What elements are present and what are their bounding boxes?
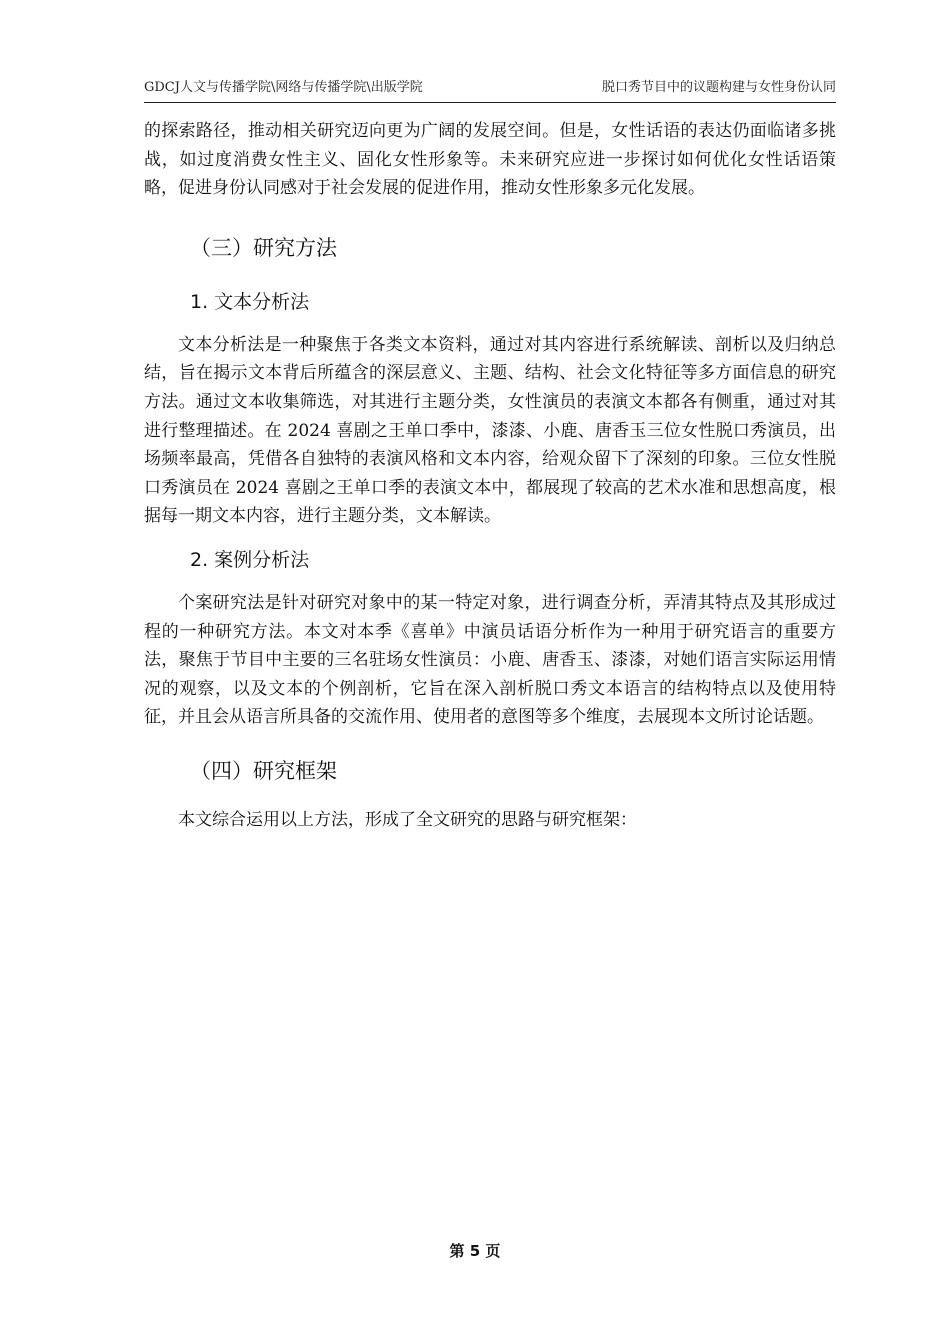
method-2-paragraph: 个案研究法是针对研究对象中的某一特定对象，进行调查分析，弄清其特点及其形成过程的一种研究方法。本文对本季《喜单》中演员话语分析作为一种用于研究语言的重要方法，聚焦于节目中主要的三名驻场女性演员：小鹿、唐香玉、漆漆，对她们语言实际运用情况的观察，以及文本的个例剖析，它旨在深入剖析脱口秀文本语言的结构特点以及使用特征，并且会从语言所具备的交流作用、使用者的意图等多个维度，去展现本文所讨论话题。	[144, 592, 836, 728]
header-institution: GDCJ人文与传播学院\网络与传播学院\出版学院	[144, 80, 423, 95]
section-4-heading: （四）研究框架	[190, 758, 337, 783]
method-1-heading: 1. 文本分析法	[190, 290, 310, 313]
page-body	[144, 117, 836, 835]
section-3-heading: （三）研究方法	[190, 235, 337, 260]
page-header	[144, 78, 836, 103]
header-paper-title: 脱口秀节目中的议题构建与女性身份认同	[601, 80, 836, 95]
method-1-paragraph: 文本分析法是一种聚焦于各类文本资料，通过对其内容进行系统解读、剖析以及归纳总结，旨在揭示文本背后所蕴含的深层意义、主题、结构、社会文化特征等多方面信息的研究方法。通过文本收集筛选，对其进行主题分类，女性演员的表演文本都各有侧重，通过对其进行整理描述。在 2024 喜剧之王单口季中，漆漆、小鹿、唐香玉三位女性脱口秀演员，出场频率最高，凭借各自独特的表演风格和文本内容，给观众留下了深刻的印象。三位女性脱口秀演员在 2024 喜剧之王单口季的表演文本中，都展现了较高的艺术水准和思想高度，根据每一期文本内容，进行主题分类，文本解读。	[144, 334, 836, 527]
intro-paragraph: 的探索路径，推动相关研究迈向更为广阔的发展空间。但是，女性话语的表达仍面临诸多挑战，如过度消费女性主义、固化女性形象等。未来研究应进一步探讨如何优化女性话语策略，促进身份认同感对于社会发展的促进作用，推动女性形象多元化发展。	[144, 121, 836, 199]
method-2-heading: 2. 案例分析法	[190, 548, 310, 571]
section-4-paragraph: 本文综合运用以上方法，形成了全文研究的思路与研究框架：	[178, 809, 637, 830]
page-number: 第 5 页	[449, 1242, 501, 1260]
